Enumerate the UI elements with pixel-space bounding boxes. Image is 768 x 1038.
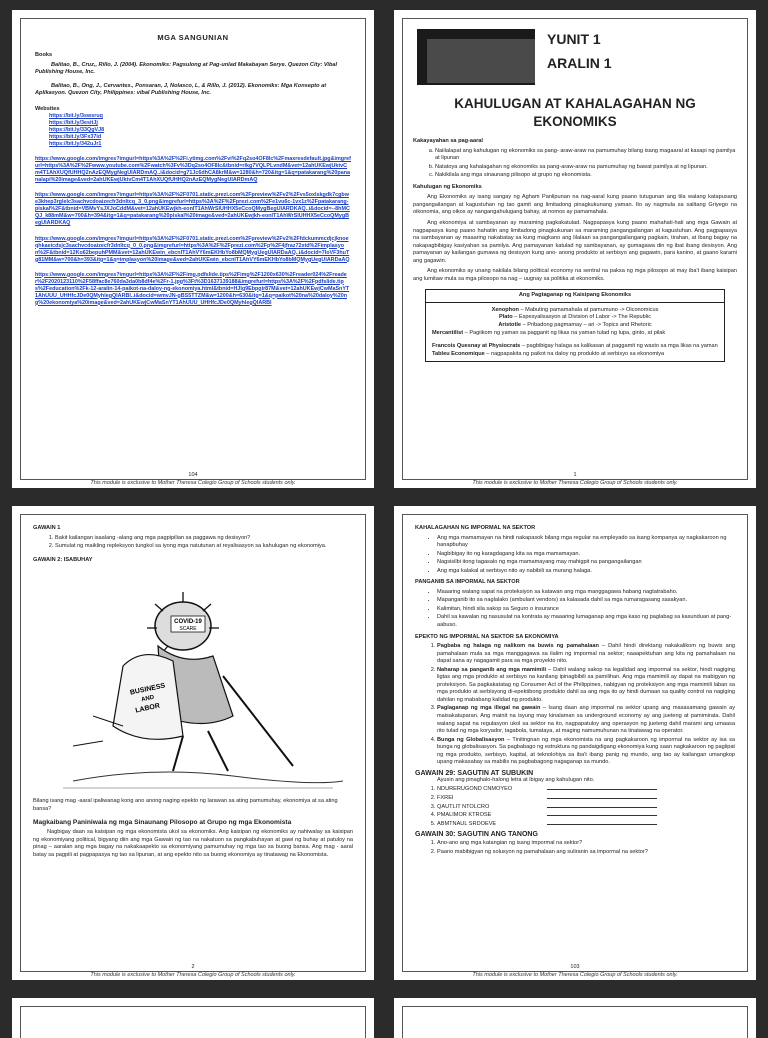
page-border [20, 18, 366, 480]
cartoon-label: COVID-19 [174, 619, 202, 626]
list-item: a. Naiilalapat ang kahulugan ng ekonomiks sa pang- araw-araw na pamumuhay bilang isang magaaral at kasapi ng pamilya at lipunan [435, 148, 737, 163]
list-item: b. Natatoya ang kahalagahan ng ekonomiks sa pang-araw-araw na pamumuhay ng bawat pamilya at ng lipunan. [435, 164, 737, 172]
section-heading: KAHALAGAHAN NG IMPORMAL NA SEKTOR [415, 525, 536, 531]
paragraph: Ang ekonomiks ay unang nakilala bilang political economy na sentral na paksa ng mga pilosopo at may iba't ibang kaisipan ang lumitaw mula sa mga pilosopo na nag – uugnay sa politika at ekonomiks. [413, 268, 737, 282]
scramble-list [415, 786, 735, 828]
list-item: • Dahil sa kawalan ng nasusulat na kontrata ay maaaring lumaganap ang mga kaso ng paglabag sa kasunduan at pang-aabuso. [437, 614, 735, 629]
web-link[interactable]: https://bit.ly/3esitJj [49, 120, 98, 127]
page-partial-right [394, 998, 756, 1038]
list-item: • Nagbibigay ito ng karagdagang kita sa mga mamamayan. [437, 551, 735, 559]
lesson-title: KAHULUGAN AT KAHALAGAHAN NG EKONOMIKS [454, 96, 696, 129]
gawain-29-heading: GAWAIN 29: SAGUTIN AT SUBUKIN [415, 769, 534, 777]
web-link[interactable]: https://bit.ly/342uJr1 [49, 141, 102, 148]
section-heading: PANGANIB SA IMPORMAL NA SEKTOR [415, 579, 520, 586]
gawain-30-heading: GAWAIN 30: SAGUTIN ANG TANONG [415, 831, 538, 839]
box-title: Ang Pagtaganap ng Kaisipang Ekonomiks [426, 290, 724, 303]
list-item: 3. Paglaganap ng mga illegal na gawain – Isang daan ang impormal na sektor upang ang masasamang gawain ay maisakatuparan. Ang mainit na isyung may kinalaman sa underground economy ay ang jueteng at pamimirata. Dahil walang sapat na regulasyon ukol sa sektor na ito, nagpapatuloy ang operasyon ng jueteng dahil marami ang umaasa rito tulad ng mga koryador, tagabola, tumataya, at maging namumuhunan na tinatawag na operator. [437, 705, 735, 735]
thinker-row: Aristotle – Pribadong pagmamay – ari -> Topics and Rhetoric [498, 322, 652, 329]
header-accent-bar [427, 39, 535, 83]
web-link[interactable]: https://www.google.com/imgres?imgurl=https%3A%2F%2F0701.static.prezi.com%2Fpreview%2Fv2%2Fvs5oxlskgdk7cgbwe3khep3rglelc3sachvcdoaizecfr3dnltcq_3_0.png&imgrefurl=https%3A%2F%2Fprezi.com%2Fe1vu6c-1vx1z%2Fpatakarang-piskal%2F&tbnid=VBMvYsJXJoCddM&vet=12ahUKEwjkh-eonIT1AhWrSIUHHX5eCcoQMygBegUIARDKAQ..i&docid=--8hMCQJ_k88mM&w=700&h=394&itg=1&q=patakarang%20piskal%20image&ved=2ahUKEwjkh-eonIT1AhWrSIUHHX5eCcoQMygBegUIARDKAQ [35, 192, 350, 227]
paragraph: Ang ekonomiya at sambayanan ay maraming pagkakatulad. Nagpapasya kung paano mahahati-hati ang mga Gawain at nagpapasya kung paano hahatiin ang limitadong pinagkukunan sa maraming pangangailangan at kagustuhan. Ang pagpapasya na sambayanan ay maaaring nakabatay sa kung magkano ang lilalaan sa pangangailangang pagkain, tirahan, at ibang bagay na nakapagbibigay kasiyahan sa pamilya. Ang pamayanan katulad ng sambayanan, ay gumagawa din ng ibat ibang desisyon. Ang pamayanan ay kailangan gumawa ng desisyon kung ano- anong produkto at serbisyo ang gagawin, para kanino, at gaano karami ang gagawin. [413, 220, 737, 264]
section-heading: Kahulugan ng Ekonomiks [413, 183, 482, 190]
cartoon-label: AND [140, 694, 155, 704]
list-item: 2. Naharap sa panganib ang mga mamimili – Dahil walang sakop na legalidad ang impormal na sektor, hindi nagiging ligtas ang mga produkto at serbisyo na kanilang ipinagbibili sa pamilihan. Ang mga mamimili ay dapat na mabigyan ng proteksiyon. Sa pagkakatatag ng Consumer Act of the Philippines, nabigyan ng proteksiyon ang mga mamimili laban sa mga produkto at serbisyong di-epektibong produkto dahil sa ang mga ito ay hindi dumaan sa quality control na nagiging dahilan ng mababang kalidad ng produkto. [437, 667, 735, 705]
list-item: 2. Paano mabibigyan ng solusyon ng pamahalaan ang suliranin sa impormal na sektor? [437, 849, 735, 857]
thinker-row: Tableu Economique – nagpapakita ng paikot na daloy ng produkto at serbisyo sa ekonomiya [432, 350, 665, 357]
web-link[interactable]: https://www.google.com/imgres?imgurl=https%3A%2F%2Fimg.pdfslide.tips%2Fimg%2F1200x630%2Freader024%2Freader%2F2020123110%2F58ffac8e760da3da0b8df4e%2Fr-1.jpg%3Ft%3D1637139188&imgrefurl=https%3A%2F%2Fpdfslide.tips%2Feducation%2Fk-12-aralin-14-paikot-na-daloy-ng-ekonomiya.html&tbnid=HJlg9Ebpgir87M&vet=12ahUKEwjCwMaSnYT1AhUUU_UHHfcJDe0QMyhlegQIARBI..i&docid=wmvJN-gBS5TTZM&w=1200&h=630&itg=1&q=paikot%20na%20daloy%20ng%20ekonomiya%20image&ved=2ahUKEwjCwMaSnYT1AhUUU_UHHfcJDe0QMyhlegQIARBI [35, 271, 350, 306]
bullet-list [415, 589, 735, 630]
web-link[interactable]: https://www.google.com/imgres?imgurl=https%3A%2F%2F0701.static.prezi.com%2Fpreview%2Fv2%2Ffdckummcdjcjknoeqhkaeicdsjc3sachvcdoaizecfr3dnltcq_0_0.png&imgrefurl=https%3A%2F%2Fprezi.com%2Fp%2F4jfraz72xtd%2Fimplasyon%2F&tbnid=12Ko62bepuhPMM&vet=12ahUKEwin_ebcnIT1AhVY6mEKHbYo8bMQMygUegUIARDaAQ..i&docid=7IoVF3huTg81MM&w=700&h=393&itg=1&q=implasyon%20image&ved=2ahUKEwin_ebcnIT1AhVY6mEKHbYo8bMQMygUegUIARDaAQ [35, 235, 350, 263]
answer-line[interactable] [547, 824, 657, 825]
economic-thought-box [425, 289, 725, 362]
web-link[interactable]: https://bit.ly/3Fx37id [49, 134, 102, 141]
effects-list [415, 643, 735, 767]
thinker-row: Mercantilist – Pagiikom ng yaman sa pagganit ng likas na yaman tulad ng lupa, ginto, at pilak [432, 329, 666, 336]
thinker-row: Francois Quesnay at Physiocrats – pagbibigay halaga sa kalikasan at paggamit ng wasto sa mga likas na yaman [432, 343, 718, 350]
list-item: 4. PMALIMOR KTROSE [437, 812, 735, 820]
gawain-2-heading: GAWAIN 2: ISABUHAY [33, 556, 93, 563]
question-text: Bilang isang mag -aaral ipaliwanag kong ano anong naging epekto ng larawan sa ating pamumuhay, ekonomiya at sa ating bansa? [33, 798, 338, 812]
list-item: 1. Bakit kailangan isaalang -alang ang mga pagpipilian sa paggawa ng desisyon? [55, 535, 353, 543]
page-title: MGA SANGUNIAN [157, 33, 229, 42]
lesson-label: ARALIN 1 [547, 55, 612, 71]
books-heading: Books [35, 52, 53, 58]
page-border [20, 1006, 366, 1038]
page-number: 1 [573, 472, 577, 478]
cartoon-label: SCARE [179, 626, 197, 633]
websites-heading: Websites [35, 105, 60, 112]
page-footer: This module is exclusive to Mother Theresa Colegio Group of Schools students only. [472, 480, 678, 486]
skills-heading: Kakayayahan sa pag-aaral [413, 138, 483, 145]
paragraph: Ang Ekonomiks ay isang sangay ng Agham Panlipunan na nag-aaral kung paano tutugunan ang tila walang katapusang pangangailangan at kagustuhan ng tao gamit ang limitadong pinagkukunang yaman. Ito ay nagmula sa salitang Griyego na oikonomia, ang oikos ay nangangahulugang bahay, at nomos ay pamamahala. [413, 194, 737, 216]
book-citation-2: Balitao, B., Ong, J., Cervantes., Ponsaran, J, Nolasco, L, & Rillo, J. (2012). Ekonomiks: Mga Konsepto at Aplikasyon. Quezon City, Philippines: vibal Publishing House, Inc. [35, 82, 327, 97]
list-item: • Kalimitan, hindi sila sakop sa Seguro o insurance [437, 606, 735, 614]
answer-line[interactable] [547, 789, 657, 790]
page-number: 104 [188, 472, 198, 478]
answer-line[interactable] [547, 798, 657, 799]
skills-list [413, 148, 737, 180]
list-item: 1. NDURERUGOND CNMOYEO [437, 786, 735, 794]
page-number: 2 [191, 964, 195, 970]
web-link[interactable]: https://www.google.com/imgres?imgurl=https%3A%2F%2Fi.ytimg.com%2Fvi%2Fq2so4OF8lc%2Fmaxresdefault.jpg&imgrefurl=https%3A%2F%2Fwww.youtube.com%2Fwatch%3Fv%3Dq2so4OF8lc&tbnid=rlkg7VQLPLvndM&vet=12ahUKEwjUktvCm4T1AhXUQfUHHQ2nAzEQMygNegUIARDmAQ..i&docid=g71Jc6dhCA8krM&w=1280&h=720&itg=1&q=patakarang%20pananalapi%20image&ved=2ahUKEwjUktvCm4T1AhXUQfUHHQ2nAzEQMygNegUIARDmAQ [35, 156, 351, 184]
editorial-cartoon [33, 566, 353, 796]
list-item: 2. Sumulat ng maikling repleksyon tungkol sa iyong mga natutunan at reyalisasyon sa kahulugan ng ekonomiya. [55, 543, 353, 551]
page-border [20, 514, 366, 972]
answer-line[interactable] [547, 807, 657, 808]
list-item: 2. FXREI [437, 795, 735, 803]
list-item: 5. ABMTNAUL SRDOEVE [437, 821, 735, 829]
page-border [402, 18, 748, 480]
list-item: • Nagsisilbi itong tagasalo ng mga mamamayang may mahigpit na pangangailangan [437, 559, 735, 567]
unit-label: YUNIT 1 [547, 31, 601, 47]
list-item: • Mapanganib ito sa naglalako (ambulant vendors) sa kalasada dahil sa mga rumaragasang sasakyan. [437, 597, 735, 605]
thinker-row: Plato – Espesyalisasyon at Division of Labor -> The Republic [498, 314, 652, 321]
page-2 [12, 506, 374, 980]
list-item: 4. Bunga ng Globalisasyon – Tinitingnan ng mga ekonomista na ang pagkakaroon ng impormal na sektor ay isa sa bunga ng globalisasyon. Sa pagbabago ng estruktura ng pandaigdigang ekonomiya kung saan nagkakaroon ng pagiipat ng mga produkto, serbisyo, kapital, at teknolohiya sa iba't ibang panig ng mundo, ang tao ay kailangan umangkop upang makasabay sa mabilis na pagbabagong nagaganap sa mundo. [437, 737, 735, 767]
page-number: 103 [570, 964, 580, 970]
cartoon-label: LABOR [134, 702, 161, 715]
web-link[interactable]: https://bit.ly/3swsruq [49, 113, 103, 120]
list-item: • Maaaring walang sapat na proteksiyon sa katawan ang mga manggagawa habang nagtatrabaho. [437, 589, 735, 597]
cartoon-label: BUSINESS [129, 682, 166, 697]
list-item: 3. QAUTLIT NTOLCRO [437, 804, 735, 812]
list-item: 1. Ano-ano ang mga katangian ng isang impormal na sektor? [437, 840, 735, 848]
page-104 [12, 10, 374, 488]
web-link[interactable]: https://bit.ly/33QgVJ8 [49, 127, 105, 134]
gawain-1-list [33, 535, 353, 551]
page-1 [394, 10, 756, 488]
list-item: 1. Pagbaba ng halaga ng nalikom na buwis ng pamahalaan – Dahil hindi direktang nakakalikom ng buwis ang pamahalaan mula sa mga manggagawa sa ilalim ng impormal na sektor; naaapektuhan ang kita ng pamahalaan na dapat sana ay nagagamit para sa mga proyekto nito. [437, 643, 735, 666]
bullet-list [415, 535, 735, 576]
page-footer: This module is exclusive to Mother Theresa Colegio Group of Schools students only. [90, 480, 296, 486]
list-item: • Ang mga kalakal at serbisyo nito ay nabibili sa murang halaga. [437, 568, 735, 576]
gawain-1-heading: GAWAIN 1 [33, 525, 61, 531]
section-heading: EPEKTO NG IMPORMAL NA SEKTOR SA EKONOMIYA [415, 633, 559, 640]
page-footer: This module is exclusive to Mother Theresa Colegio Group of Schools students only. [472, 972, 678, 978]
thinker-row: Xenophon – Mabuting pamamahala at pamumuno -> Oiconomicus [491, 306, 659, 313]
paragraph: Nagbigay daan sa kaisipan ng mga ekonomista ukol sa ekonomiks. Ang kaisipan ng ekonomiks ay nahiwalay sa kaisipan ng ekonomiyang political, bigyang diin ang mga Gawain ng tao na nakatuon sa pangkabuhayan at gawi ng buhay at patuloy na pinag – aaralan ang mga bagay na nakakaapekto sa ekonomiyang pamumuhay ng mga tao sa buong bansa. Ang mag - aaral batay sa pagpili at pagpapasya ng tao sa lipunan, at ang epekto nito sa buong ekonomiya ay tinatawag na Ekonomista. [33, 829, 353, 858]
page-103 [394, 506, 756, 980]
page-border [402, 1006, 748, 1038]
list-item: c. Nakikilala ang mga sinaunang pilisopo at grupo ng ekonomista. [435, 172, 737, 180]
list-item: • Ang mga mamamayan na hindi nakapasok bilang mga regular na empleyado sa isang kompanya ay nagkakaroon ng hanapbuhay [437, 535, 735, 550]
page-footer: This module is exclusive to Mother Theresa Colegio Group of Schools students only. [90, 972, 296, 978]
answer-line[interactable] [547, 815, 657, 816]
section-heading: Magkaibang Paniniwala ng mga Sinaunang Pilosopo at Grupo ng mga Ekonomista [33, 819, 292, 827]
page-border [402, 514, 748, 972]
question-list [415, 840, 735, 856]
page-partial-left [12, 998, 374, 1038]
book-citation-1: Balitao, B., Cruz,, Rillo, J. (2004). Ekonomiks: Pagsulong at Pag-unlad Makabayan Serye. Quezon City: Vibal Publishing House, Inc. [35, 61, 338, 76]
instruction-text: Ayusin ang pinaghalo-halong letra at ibigay ang kahulugan nito. [437, 776, 595, 783]
